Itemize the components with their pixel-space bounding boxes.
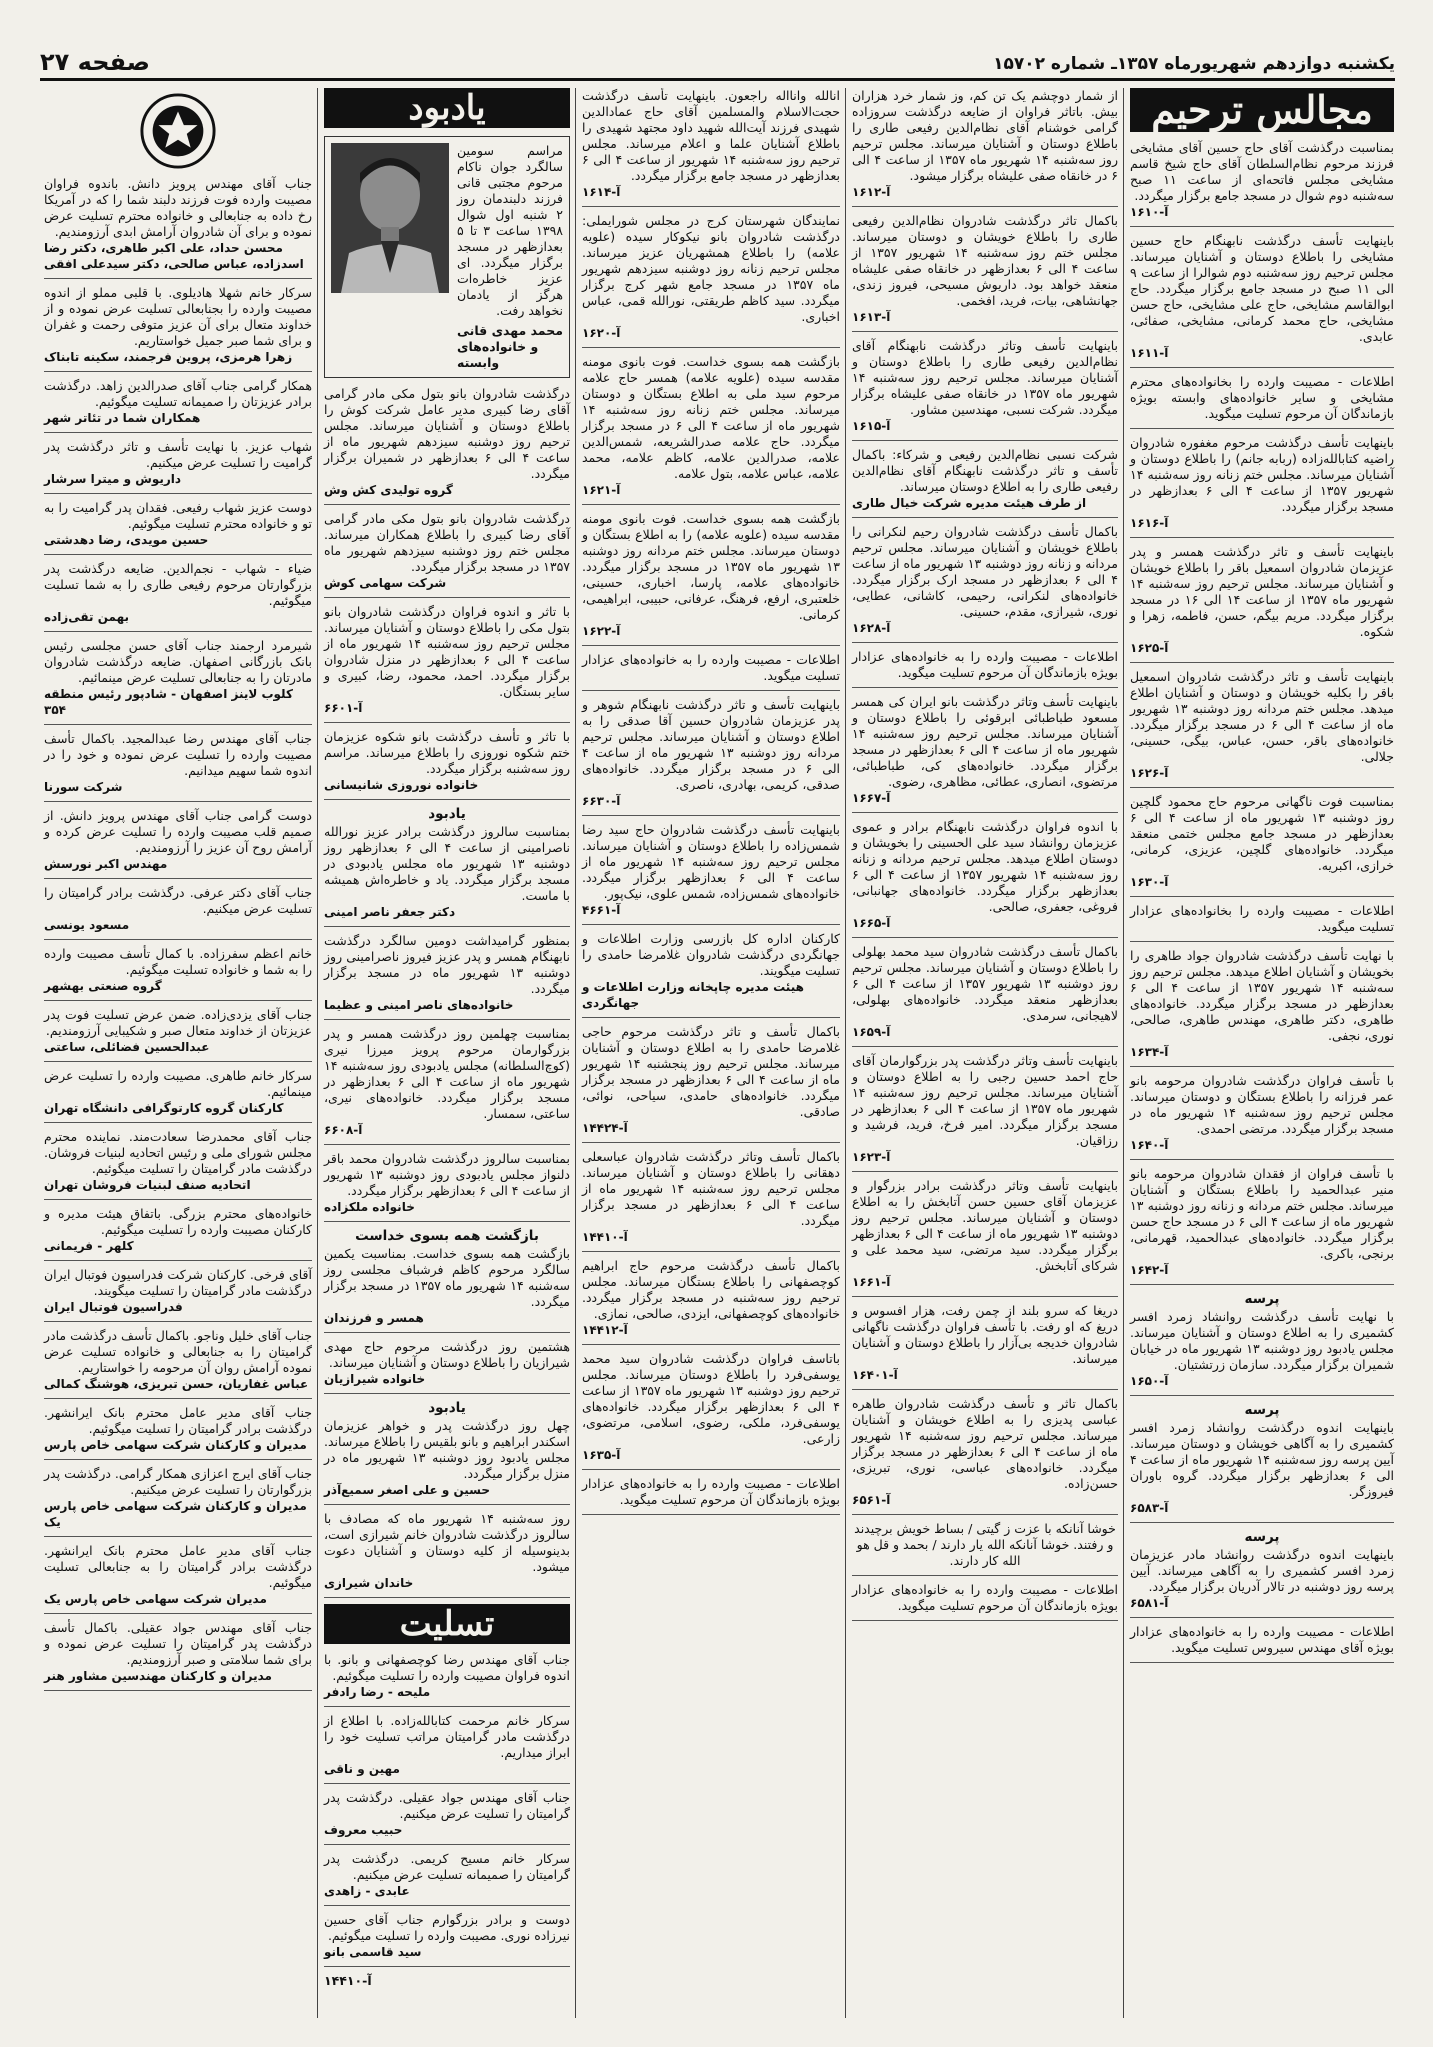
notice-signature: آ-۱۴۴۲۴ <box>582 1121 628 1135</box>
notice-text: اطلاعات - مصیبت وارده را به خانواده‌های عزادار بویژه آقای مهندس سیروس تسلیت میگوید. <box>1130 1624 1394 1655</box>
notice-text: باینهایت تأسف وتاثر درگذشت نابهنگام آقای نظام‌الدین رفیعی طاری را باطلاع دوستان و آشنایان میرساند. مجلس ترحیم روز سه‌شنبه ۱۴ شهریور ماه ۱۳۵۷ در خانقاه صفی علیشاه برگزار میگردد. شرکت نسبی، مهندسین مشاور. <box>852 338 1119 417</box>
notice <box>44 1129 312 1200</box>
notice-text: جناب آقای ایرج اعزازی همکار گرامی. درگذشت پدر بزرگوارتان را تسلیت عرض میکنیم. <box>44 1466 312 1497</box>
notice <box>1130 544 1394 663</box>
notice-signature: شرکت سورنا <box>44 780 123 794</box>
notice-text: اطلاعات - مصیبت وارده را به خانواده‌های عزادار بویژه بازماندگان آن مرحوم تسلیت میگوید. <box>852 1582 1118 1613</box>
notice <box>582 1476 840 1515</box>
notice <box>852 819 1118 938</box>
notice <box>582 88 840 207</box>
notice <box>1130 233 1394 368</box>
page-header <box>40 44 1395 81</box>
notice-text: باکمال تأسف درگذشت شادروان رحیم لنکرانی را باطلاع خویشان و آشنایان میرساند. مجلس ترحیم مردانه و زنانه روز دوشنبه ۱۳ شهریور ماه از ساعت ۴ الی ۶ بعدازظهر در مسجد ارک برگزار میگردد. خانواده‌های لنکرانی، رحیمی، کاشانی، عطایی، نوری، شیرازی، مقدم، حسینی. <box>852 524 1119 619</box>
notice-text: باینهایت تأسف درگذشت نابهنگام حاج حسین مشایخی را باطلاع دوستان و آشنایان میرساند. مجلس ترحیم روز سه‌شنبه دوم شوالرا از ساعت ۹ الی ۱۱ صبح در مسجد جامع برگزار میگردد. حاج ابوالقاسم مشایخی، حاج علی مشایخی، حاج حسن مشایخی، حاج محمد کرمانی، مشایخی، صفائی، عابدی. <box>1130 233 1394 344</box>
notice <box>324 1026 570 1145</box>
notice <box>324 933 570 1020</box>
notice <box>44 1267 312 1322</box>
notice-signature: آ-۶۵۸۱ <box>1130 1596 1169 1610</box>
notice-text: شیرمرد ارجمند جناب آقای حسن مجلسی رئیس بانک بازرگانی اصفهان. ضایعه درگذشت شادروان مادرتان را به جنابعالی تسلیت عرض مینمائیم. <box>44 638 312 685</box>
notice-signature: آ-۱۶۳۴ <box>1130 1045 1169 1059</box>
notice-text: باینهایت تأسف درگذشت شادروان حاج سید رضا شمس‌زاده را باطلاع دوستان و آشنایان میرساند. مجلس ترحیم روز سه‌شنبه ۱۴ شهریور ماه از ساعت ۴ الی ۶ بعدازظهر برگزار میگردد. خانواده‌های شمس‌زاده، شمس علوی، نیک‌پور. <box>582 822 840 901</box>
notice-signature: گروه صنعتی بهشهر <box>44 979 162 993</box>
notice <box>852 1521 1118 1576</box>
column-rule <box>317 88 318 2018</box>
notice <box>582 511 840 646</box>
notice-text: روز سه‌شنبه ۱۴ شهریور ماه که مصادف با سالروز درگذشت شادروان خانم شیرازی است، بدینوسیله از کلیه دوستان و آشنایان دعوت میشود. <box>324 1511 570 1574</box>
notice-signature: شرکت سهامی کوش <box>324 576 447 590</box>
notice <box>324 386 570 505</box>
notice-text: اطلاعات - مصیبت وارده را به خانواده‌های عزادار بویژه بازماندگان آن مرحوم تسلیت میگوید. <box>852 649 1118 680</box>
notice-signature: حبیب معروف <box>324 1823 403 1837</box>
notice-text: درگذشت شادروان بانو بتول مکی مادر گرامی آقای رضا کبیری را باطلاع همکاران میرساند. مجلس ختم روز دوشنبه سیزدهم شهریور ماه ۱۳۵۷ در مسجد برگزار میگردد. <box>324 511 570 574</box>
notice-text: اطلاعات - مصیبت وارده را بخانواده‌های عزادار تسلیت میگوید. <box>1130 903 1394 934</box>
notice <box>582 822 840 925</box>
notice <box>324 1790 570 1845</box>
notice <box>1130 903 1394 942</box>
notice <box>44 885 312 940</box>
notice-signature: آ-۱۶۴۲ <box>1130 1263 1169 1277</box>
notice-signature: زهرا هرمزی، پروین فرجمند، سکینه تابناک <box>44 350 293 364</box>
notice-text: جناب آقای دکتر عرفی. درگذشت برادر گرامیتان را تسلیت عرض میکنیم. <box>44 885 312 916</box>
notice <box>852 649 1118 688</box>
notice-signature: خانواده شیرازیان <box>324 1372 426 1386</box>
notice-signature: خانواده‌های ناصر امینی و عظیما <box>324 998 514 1012</box>
notice-text: چهل روز درگذشت پدر و خواهر عزیزمان اسکندر ابراهیم و بانو بلقیس را باطلاع میرساند. مجلس یادبود روز دوشنبه ۱۳ شهریور ماه در منزل برگزار میگردد. <box>324 1418 570 1481</box>
notice-signature: مهندس اکبر نورسش <box>44 857 168 871</box>
notice-signature: آ-۱۶۴۰ <box>1130 1138 1169 1152</box>
notice-text: باکمال تأسف و تاثر درگذشت مرحوم حاجی غلامرضا حامدی را به اطلاع دوستان و آشنایان میرساند. مجلس ترحیم روز پنجشنبه ۱۴ شهریور ماه از ساعت ۴ الی ۶ بعدازظهر در مسجد برگزار میگردد. خانواده‌های حامدی، سیاحی، نوائی، صادقی. <box>582 1024 840 1119</box>
notice <box>324 1912 570 1967</box>
memorial-services-banner: مجالس ترحیم <box>1130 88 1394 132</box>
notice <box>44 561 312 632</box>
condolence-list <box>324 1652 570 1967</box>
notice-signature: مدیران و کارکنان شرکت سهامی خاص پارس یک <box>44 1499 307 1529</box>
notice-signature: آ-۶۵۸۳ <box>1130 1501 1169 1515</box>
notice-text: باینهایت تأسف و تاثر درگذشت همسر و پدر عزیزمان شادروان اسمعیل باقر را باطلاع خویشان و آشنایان میرساند. مجلس ترحیم روز سه‌شنبه ۱۴ شهریور ماه ۱۳۵۷ از ساعت ۱۴ الی ۱۶ در مسجد برگزار میگردد. مریم بیگم، حسن، فاطمه، زهرا و شکوه. <box>1130 544 1394 639</box>
notice-text: اطلاعات - مصیبت وارده را به خانواده‌های عزادار بویژه بازماندگان آن مرحوم تسلیت میگوید. <box>582 1476 840 1507</box>
notice-text: بمنظور گرامیداشت دومین سالگرد درگذشت نابهنگام همسر و پدر عزیز فیروز ناصرامینی روز دوشنبه ۱۳ شهریور ماه در مسجد برگزار میگردد. <box>324 933 571 996</box>
notice-signature: آ-۱۶۲۳ <box>852 1150 891 1164</box>
portrait-illustration <box>331 143 449 293</box>
page-number: صفحه ۲۷ <box>40 48 150 76</box>
notice-text: جناب آقای مدیر عامل محترم بانک ایرانشهر. درگذشت برادر گرامیتان را به جنابعالی تسلیت میگوئیم. <box>44 1543 312 1590</box>
notice-text: باکمال تأسف درگذشت شادروان سید محمد بهلولی را باطلاع دوستان و آشنایان میرساند. مجلس ترحیم روز دوشنبه ۱۳ شهریور ۱۳۵۷ از ساعت ۴ الی ۶ بعدازظهر منعقد میگردد. خانواده‌های بهلولی، لاهیجانی، سرمدی. <box>852 944 1118 1023</box>
notice <box>1130 948 1394 1067</box>
notice <box>852 1053 1118 1172</box>
notice-text: جناب آقای مهندس جواد عقیلی. درگذشت پدر گرامیتان را تسلیت عرض میکنیم. <box>324 1790 570 1821</box>
notice <box>44 176 312 279</box>
notice-signature: آ-۱۶۴۰۱ <box>852 1368 898 1382</box>
notice-signature: آ-۱۶۵۰ <box>1130 1374 1169 1388</box>
notice-text: باینهایت تأسف درگذشت مرحوم مغفوره شادروان راضیه کتابالله‌زاده (ربابه جانم) را باطلاع دوستان و آشنایان میرساند. مجلس ختم زنانه روز سه‌شنبه ۱۴ شهریور ۱۳۵۷ از ساعت ۴ الی ۶ بعدازظهر در مسجد برگزار میگردد. <box>1130 435 1394 514</box>
notice <box>324 1151 570 1222</box>
notice-signature: همکاران شما در تئاتر شهر <box>44 411 201 425</box>
notice-text: جناب آقای یزدی‌زاده. ضمن عرض تسلیت فوت پدر عزیزتان از خداوند متعال صبر و شکیبایی آرزومندیم. <box>44 1007 312 1038</box>
column-1 <box>1126 88 1398 2018</box>
notice-signature: محسن حداد، علی اکبر طاهری، دکتر رضا اسدزاده، عباس صالحی، دکتر سیدعلی افقی <box>44 241 304 271</box>
notice-signature: آ-۱۶۱۰ <box>1130 205 1169 219</box>
notice <box>44 946 312 1001</box>
notice-text: باینهایت تأسف وتاثر درگذشت بانو ایران کی همسر مسعود طباطبائی ابرقوئی را باطلاع دوستان و آشنایان میرساند. مجلس ترحیم روز سه‌شنبه ۱۴ شهریور ماه از ساعت ۴ الی ۶ بعدازظهر در مسجد برگزار میگردد. خانواده‌های کی، طباطبائی، مرتضوی، انصاری، عطائی، مظاهری، رضوی. <box>852 694 1118 789</box>
notice-list <box>324 386 570 1598</box>
notice-text: با تاثر و اندوه فراوان درگذشت شادروان بانو بتول مکی را باطلاع دوستان و آشنایان میرساند. مجلس ترحیم روز سه‌شنبه ۱۴ شهریور ماه از ساعت ۴ الی ۶ بعدازظهر در منزل شادروان برگزار میگردد. احمد، محمود، رضا، کبیری و سایر بستگان. <box>324 604 570 699</box>
notice-text: جناب آقای محمدرضا سعادت‌مند. نماینده محترم مجلس شورای ملی و رئیس اتحادیه لبنیات فروشان. درگذشت مادر گرامیتان را تسلیت میگوئیم. <box>44 1129 312 1176</box>
column-rule <box>1123 88 1124 2018</box>
notice-signature: اتحادیه صنف لبنیات فروشان تهران <box>44 1178 251 1192</box>
notice <box>44 1466 312 1537</box>
notice <box>852 524 1118 643</box>
notice-signature: آ-۱۶۲۶ <box>1130 766 1169 780</box>
notice-text: بمناسبت چهلمین روز درگذشت همسر و پدر بزرگوارمان مرحوم پرویز میرزا نیری (کوچ‌السلطانه) مجلس یادبودی روز سه‌شنبه ۱۴ شهریور ماه از ساعت ۴ الی ۶ بعدازظهر در مسجد برگزار میگردد. خانواده‌های نیری، ساعتی، سمسار. <box>324 1026 570 1121</box>
notice-text: نمایندگان شهرستان کرج در مجلس شورایملی: درگذشت شادروان بانو نیکوکار سیده (علویه علامه) را باطلاع همشهریان عزیز میرساند. مجلس ترحیم زنانه روز دوشنبه سیزدهم شهریور ماه ۱۳۵۷ در مسجد جامع شهر کرج برگزار میگردد. سید کاظم طریقتی، نورالله قمی، عباس اخباری. <box>582 213 841 324</box>
notice <box>324 511 570 598</box>
footer-reference: آ-۱۴۴۱۰ <box>324 1973 372 1988</box>
notice-signature: آ-۶۶۰۱ <box>324 701 363 715</box>
notice <box>324 1652 570 1707</box>
notice-signature: آ-۱۶۱۲ <box>852 185 891 199</box>
notice-text: جناب آقای مهندس پرویز دانش. باندوه فراوان مصیبت وارده فوت فرزند دلبند شما را که در آمریکا رخ داده به جنابعالی و خانواده محترم تسلیت عرض نموده و برای آن شادروان آرامش ابدی آرزومندیم. <box>44 176 312 239</box>
notice <box>324 1228 570 1333</box>
notice <box>44 1328 312 1399</box>
notice-list <box>44 176 312 1691</box>
notice-text: باینهایت تأسف و تاثر درگذشت نابهنگام شوهر و پدر عزیزمان شادروان حسین آقا صدقی را به اطلاع دوستان و آشنایان میرساند. مجلس ترحیم مردانه روز دوشنبه ۱۳ شهریور ماه از ساعت ۴ الی ۶ در مسجد برگزار میگردد. خانواده‌های صدقی، کریمی، بهادری، ناصری. <box>582 697 840 792</box>
notice-signature: آ-۱۶۳۵ <box>582 1448 621 1462</box>
notice-signature: سید قاسمی بانو <box>324 1945 422 1959</box>
notice-signature: آ-۱۶۶۷ <box>852 791 891 805</box>
notice <box>852 88 1118 207</box>
photo-notice-body <box>457 143 563 371</box>
column-3 <box>578 88 844 2018</box>
notice-heading: بازگشت همه بسوی خداست <box>355 1228 539 1244</box>
notice-signature: حسین و علی اصغر سمیع‌آذر <box>324 1483 491 1497</box>
notice <box>324 729 570 800</box>
notice <box>44 1007 312 1062</box>
notice-signature: آ-۱۶۳۰ <box>1130 875 1169 889</box>
notice-text: شرکت نسبی نظام‌الدین رفیعی و شرکاء: باکمال تأسف و تاثر درگذشت نابهنگام آقای نظام‌الدین رفیعی طاری را به اطلاع دوستان میرساند. <box>852 447 1118 494</box>
notice-signature: آ-۱۶۱۴ <box>582 185 621 199</box>
notice-text: دریغا که سرو بلند از چمن رفت، هزار افسوس و دریغ که او رفت. با تأسف فراوان درگذشت ناگهانی شادروان خدیجه بی‌آزار را باطلاع دوستان و آشنایان میرساند. <box>852 1303 1118 1366</box>
notice-text: با تاثر و تأسف درگذشت بانو شکوه عزیزمان ختم شکوه نوروزی را باطلاع میرساند. مراسم روز سه‌شنبه برگزار میگردد. <box>324 729 570 776</box>
notice-text: سرکار خانم طاهری. مصیبت وارده را تسلیت عرض مینمائیم. <box>44 1068 312 1099</box>
column-4 <box>320 88 574 2018</box>
notice-text: بمناسبت درگذشت آقای حاج حسین آقای مشایخی فرزند مرحوم نظام‌السلطان آقای حاج شیخ قاسم مشایخی مجلس فاتحه‌ای از ساعت ۱۱ صبح سه‌شنبه دوم شوال در مسجد جامع برگزار میگردد. <box>1130 140 1394 203</box>
photo-notice-signature: محمد مهدی قانی و خانواده‌های وابسته <box>457 323 563 370</box>
notice-text: باینهایت اندوه درگذشت روانشاد زمرد افسر کشمیری را به آگاهی خویشان و دوستان میرساند. آیین پرسه روز سه‌شنبه ۱۴ شهریور ماه از ساعت ۴ الی ۶ بعدازظهر برگزار میگردد. گروه باوران فیروزگر. <box>1130 1420 1394 1499</box>
notice-text: سرکار خانم مسیح کریمی. درگذشت پدر گرامیتان را صمیمانه تسلیت عرض میکنیم. <box>324 1851 570 1882</box>
notice-signature: از طرف هیئت مدیره شرکت خیال طاری <box>852 496 1087 510</box>
notice-signature: مهین و ناقی <box>324 1762 400 1776</box>
notice <box>582 1024 840 1143</box>
notice-signature: آ-۱۶۱۳ <box>852 310 891 324</box>
notice <box>44 1068 312 1123</box>
notice-signature: هیئت مدیره چاپخانه وزارت اطلاعات و جهانگردی <box>582 980 804 1010</box>
notice-text: با نهایت تأسف درگذشت روانشاد زمرد افسر کشمیری را به اطلاع دوستان و آشنایان میرساند. مجلس یادبود روز دوشنبه ۱۳ شهریور ماه در خیابان شمیران برگزار میگردد. سازمان زرتشتیان. <box>1130 1309 1394 1372</box>
notice-text: باتاسف فراوان درگذشت شادروان سید محمد یوسفی‌فرد را باطلاع دوستان میرساند. مجلس ترحیم روز دوشنبه ۱۳ شهریور ماه ۱۳۵۷ از ساعت ۴ الی ۶ بعدازظهر برگزار میگردد. خانواده‌های یوسفی‌فرد، ملکی، رضوی، اسلامی، مرتضوی، زارعی. <box>582 1351 840 1446</box>
notice <box>44 378 312 433</box>
column-rule <box>575 88 576 2018</box>
notice-signature: آ-۱۶۱۱ <box>1130 346 1169 360</box>
issue-date-line: یکشنبه دوازدهم شهریورماه ۱۳۵۷ـ شماره ۱۵۷۰۲ <box>993 54 1395 74</box>
notice <box>44 1405 312 1460</box>
notice <box>852 944 1118 1047</box>
notice-signature: مسعود یونسی <box>44 918 130 932</box>
memorial-banner: یادبود <box>324 88 570 128</box>
notice-heading: پرسه <box>1244 1402 1280 1418</box>
notice-text: باینهایت تأسف و تاثر درگذشت شادروان اسمعیل باقر را بکلیه خویشان و دوستان و آشنایان اطلاع میدهد. مجلس ختم مردانه روز دوشنبه ۱۳ شهریور ماه از ساعت ۴ الی ۶ در مسجد برگزار میگردد. خانواده‌های باقر، حسن، عباس، بیگی، حسینی، جلالی. <box>1130 669 1394 764</box>
notice <box>44 808 312 879</box>
notice-signature: آ-۶۵۶۱ <box>852 1493 891 1507</box>
column-5 <box>40 88 316 2018</box>
notice-signature: فدراسیون فوتبال ایران <box>44 1300 183 1314</box>
notice-text: بازگشت همه بسوی خداست. فوت بانوی مومنه مقدسه سیده (علویه علامه) را به اطلاع بستگان و دوستان میرساند. مجلس ختم مردانه روز دوشنبه ۱۳ شهریور ماه ۱۳۵۷ در مسجد برگزار میگردد. خانواده‌های علامه، پارسا، اخباری، حسینی، خلعتبری، ارفع، فرهنگ، عرفانی، حبیبی، ابراهیمی، کرمانی. <box>582 511 840 622</box>
notice <box>1130 1529 1394 1618</box>
notice-text: بازگشت همه بسوی خداست. فوت بانوی مومنه مقدسه سیده (علویه علامه) همسر حاج علامه مرحوم سید ملی به اطلاع بستگان و دوستان میرساند. مجلس ختم زنانه روز سه‌شنبه ۱۴ شهریور ماه از ساعت ۴ الی ۶ در مسجد برگزار میگردد. حاج علامه صدرالشریعه، شمس‌الدین علامه، صدرالدین علامه، کاظم علامه، محمد علامه، عباس علامه، بتول علامه. <box>582 354 840 481</box>
notice-signature: آ-۶۶۰۸ <box>324 1123 363 1137</box>
notice-text: خانواده‌های محترم بزرگی. باتفاق هیئت مدیره و کارکنان مصیبت وارده را تسلیت میگوئیم. <box>44 1206 312 1237</box>
notice <box>852 447 1118 518</box>
notice <box>44 439 312 494</box>
notice <box>324 1851 570 1906</box>
notice-signature: آ-۴۶۶۱ <box>582 903 621 917</box>
notice-signature: عبدالحسین فضائلی، ساعتی <box>44 1040 210 1054</box>
notice-text: با اندوه فراوان درگذشت نابهنگام برادر و عموی عزیزمان روانشاد سید علی الحسینی را بخویشان و دوستان اطلاع میدهد. مجلس ترحیم مردانه و زنانه روز سه‌شنبه ۱۴ شهریور ۱۳۵۷ از ساعت ۴ الی ۶ بعدازظهر برگزار میگردد. خانواده‌های جهانبانی، فروغی، جعفری، صالحی. <box>852 819 1118 914</box>
notice-signature: عابدی - زاهدی <box>324 1884 410 1898</box>
notice-signature: کلوب لاینز اصفهان - شادپور رئیس منطقه ۳۵۴ <box>44 687 293 717</box>
notice-text: اطلاعات - مصیبت وارده را به خانواده‌های عزادار تسلیت میگوید. <box>582 652 840 683</box>
notice-text: جناب آقای مهندس رضا کوچصفهانی و بانو. با اندوه فراوان مصیبت وارده را تسلیت میگوئیم. <box>324 1652 570 1683</box>
notice <box>324 806 570 927</box>
notice-text: با تأسف فراوان درگذشت شادروان مرحومه بانو عمر فرزانه را باطلاع بستگان و دوستان میرساند. مجلس ترحیم روز سه‌شنبه ۱۴ شهریور ماه در مسجد برگزار میگردد. مرتضی احمدی. <box>1130 1073 1394 1136</box>
notice <box>44 1206 312 1261</box>
notice <box>1130 1402 1394 1523</box>
notice-text: بمناسبت سالروز درگذشت شادروان محمد باقر دلنواز مجلس یادبودی روز دوشنبه ۱۳ شهریور از ساعت ۴ الی ۶ بعدازظهر برگزار میگردد. <box>324 1151 570 1198</box>
notice-text: آقای فرخی. کارکنان شرکت فدراسیون فوتبال ایران درگذشت مادر گرامیتان را تسلیت میگویند. <box>44 1267 312 1298</box>
notice-signature: آ-۱۶۲۸ <box>852 621 891 635</box>
notice <box>582 931 840 1018</box>
notice-text: سرکار خانم شهلا هادیلوی. با قلبی مملو از اندوه مصیبت وارده را بجنابعالی تسلیت عرض نموده و از خداوند متعال برای آن عزیز متوفی رحمت و غفران و برای شما صبر جمیل خواستاریم. <box>44 285 312 348</box>
notice-signature: آ-۶۶۳۰ <box>582 794 621 808</box>
notice <box>44 1543 312 1614</box>
notice-text: بمناسبت فوت ناگهانی مرحوم حاج محمود گلچین روز دوشنبه ۱۳ شهریور ماه از ساعت ۴ الی ۶ بعدازظهر در مسجد جامع مجلس ختمی منعقد میگردد. خانواده‌های گلچین، عزیزی، کرمانی، خرازی، اکبریه. <box>1130 794 1394 873</box>
notice-text: بازگشت همه بسوی خداست. بمناسبت یکمین سالگرد مرحوم کاظم فرشباف مجلسی روز سه‌شنبه ۱۴ شهریور ماه ۱۳۵۷ در مسجد برگزار میگردد. <box>324 1246 570 1309</box>
notice <box>1130 669 1394 788</box>
notice-signature: حسین مویدی، رضا دهدشتی <box>44 533 209 547</box>
notice-list <box>852 88 1118 1621</box>
notice <box>1130 374 1394 429</box>
notice-signature: ملیحه - رضا رادفر <box>324 1685 431 1699</box>
notice-text: از شمار دوچشم یک تن کم، وز شمار خرد هزاران بیش. باتاثر فراوان از ضایعه درگذشت سروزاده گرامی خوشنام آقای نظام‌الدین رفیعی طاری را باطلاع دوستان و آشنایان میرساند. مجلس ترحیم روز سه‌شنبه ۱۴ شهریور ماه ۱۳۵۷ از ساعت ۴ الی ۶ در خانقاه صفی علیشاه برگزار میشود. <box>852 88 1118 183</box>
notice-signature: آ-۱۶۲۰ <box>582 326 621 340</box>
notice-signature: مدیران و کارکنان مهندسین مشاور هنر <box>44 1669 272 1683</box>
notice <box>1130 140 1394 227</box>
memorial-photo-notice <box>324 136 570 378</box>
notice-text: اطلاعات - مصیبت وارده را بخانواده‌های محترم مشایخی و سایر خانواده‌های وابسته بویژه بازماندگان آن مرحوم تسلیت میگوید. <box>1130 374 1394 421</box>
notice-text: جناب آقای مهندس رضا عبدالمجید. باکمال تأسف مصیبت وارده را تسلیت عرض نموده و خود را در اندوه شما سهیم میدانیم. <box>44 731 312 778</box>
notice-text: ضیاء - شهاب - نجم‌الدین. ضایعه درگذشت پدر بزرگوارتان مرحوم رفیعی طاری را به شما تسلیت میگوئیم. <box>44 561 312 608</box>
notice-text: باینهایت اندوه درگذشت روانشاد مادر عزیزمان زمرد افسر کشمیری را به آگاهی میرساند. آیین پرسه روز دوشنبه در تالار آدریان برگزار میگردد. <box>1130 1547 1394 1594</box>
notice-signature: آ-۱۶۶۵ <box>852 916 891 930</box>
notice-text: انالله وانااله راجعون. باینهایت تأسف درگذشت حجت‌الاسلام والمسلمین آقای حاج عمادالدین شهیدی فرزند آیت‌الله شهید داود مجتهد شهیدی را باطلاع آشنایان علما و اعلام میرساند. مجلس ترحیم روز سه‌شنبه ۱۴ شهریور از ساعت ۴ الی ۶ بعدازظهر در مسجد جامع برگزار میگردد. <box>582 88 840 183</box>
notice <box>324 1400 570 1505</box>
notice-signature: بهمن تقی‌زاده <box>44 610 129 624</box>
notice-text: با نهایت تأسف درگذشت شادروان جواد طاهری را بخویشان و آشنایان اطلاع میدهد. مجلس ترحیم روز سه‌شنبه ۱۴ شهریور ۱۳۵۷ از ساعت ۴ الی ۶ بعدازظهر در مسجد برگزار میگردد. خانواده‌های طاهری، دکتر طاهری، مهندس طاهری، صالحی، نوری، نجفی. <box>1130 948 1394 1043</box>
notice <box>582 1258 840 1345</box>
notice <box>852 213 1118 332</box>
notice <box>44 1620 312 1691</box>
notice-heading: پرسه <box>1244 1529 1280 1545</box>
photo-notice-text: مراسم سومین سالگرد جوان ناکام مرحوم مجتبی قانی فرزند دلبندمان روز ۲ شنبه اول شوال ۱۳۹۸ ساعت ۳ تا ۵ بعدازظهر در مسجد برگزار میگردد. ای عزیز خاطره‌ات هرگز از یادمان نخواهد رفت. <box>457 143 563 318</box>
notice <box>852 1303 1118 1390</box>
column-2 <box>848 88 1122 2018</box>
notice-signature: مدیران شرکت سهامی خاص پارس یک <box>44 1592 267 1606</box>
notice-signature: آ-۱۶۶۱ <box>852 1275 891 1289</box>
notice-text: دوست و برادر بزرگوارم جناب آقای حسین نیرزاده نوری. مصیبت وارده را تسلیت میگوئیم. <box>324 1912 570 1943</box>
notice <box>324 1713 570 1784</box>
notice <box>44 500 312 555</box>
notice-signature: کلهر - فریمانی <box>44 1239 134 1253</box>
notice-signature: آ-۱۴۴۱۲ <box>582 1323 628 1337</box>
notice-text: درگذشت شادروان بانو بتول مکی مادر گرامی آقای رضا کبیری مدیر عامل شرکت کوش را باطلاع دوستان و آشنایان میرساند. مجلس ترحیم روز دوشنبه سیزدهم شهریور ماه از ساعت ۴ الی ۶ بعدازظهر در شمیران برگزار میگردد. <box>324 386 570 481</box>
notice-list <box>1130 140 1394 1663</box>
notice <box>582 354 840 505</box>
notice-signature: کارکنان گروه کارتوگرافی دانشگاه تهران <box>44 1101 284 1115</box>
notice-list <box>582 88 840 1515</box>
lions-club-emblem-icon <box>139 92 217 170</box>
notice-signature: آ-۱۶۱۵ <box>852 419 891 433</box>
notice <box>852 1396 1118 1515</box>
notice-text: جناب آقای مدیر عامل محترم بانک ایرانشهر. درگذشت برادر گرامیتان را تسلیت میگوئیم. <box>44 1405 312 1436</box>
notice-text: شهاب عزیز. با نهایت تأسف و تاثر درگذشت پدر گرامیت را تسلیت عرض میکنیم. <box>44 439 312 470</box>
notice <box>324 604 570 723</box>
notice-signature: دکتر جعفر ناصر امینی <box>324 905 456 919</box>
notice-text: باکمال تاثر درگذشت شادروان نظام‌الدین رفیعی طاری را باطلاع خویشان و دوستان میرساند. مجلس ختم روز سه‌شنبه ۱۴ شهریور ۱۳۵۷ از ساعت ۴ الی ۶ بعدازظهر در خانقاه صفی علیشاه منعقد خواهد بود. داریوش مسیحی، فیروز زندی، جهانشاهی، بیات، فرید، افخمی. <box>852 213 1118 308</box>
notice <box>324 1511 570 1598</box>
notice <box>582 1351 840 1470</box>
column-rule <box>845 88 846 2018</box>
notice-heading: یادبود <box>428 806 466 822</box>
notice-signature: آ-۱۶۲۱ <box>582 483 621 497</box>
notice-text: دوست عزیز شهاب رفیعی. فقدان پدر گرامیت را به تو و خانواده محترم تسلیت میگوئیم. <box>44 500 312 531</box>
notice <box>582 1149 840 1252</box>
notice <box>1130 1166 1394 1285</box>
notice-signature: آ-۱۴۴۱۰ <box>582 1230 628 1244</box>
notice-text: هشتمین روز درگذشت مرحوم حاج مهدی شیرازیان را باطلاع دوستان و آشنایان میرساند. <box>324 1339 570 1370</box>
notice-signature: مدیران و کارکنان شرکت سهامی خاص پارس <box>44 1438 307 1452</box>
notice <box>852 1582 1118 1621</box>
notice <box>1130 1624 1394 1663</box>
notice <box>44 285 312 372</box>
notice-signature: خاندان شیرازی <box>324 1576 414 1590</box>
notice <box>44 731 312 802</box>
notice <box>852 694 1118 813</box>
notice <box>44 638 312 725</box>
notice-text: باینهایت تأسف وتاثر درگذشت پدر بزرگوارمان آقای حاج احمد حسین رجبی را به اطلاع دوستان و آشنایان میرساند. مجلس ترحیم روز سه‌شنبه ۱۴ شهریور ماه ۱۳۵۷ از ساعت ۴ الی ۶ بعدازظهر در مسجد برگزار میگردد. امیر فرخ، فرید، فرشید و رزاقیان. <box>852 1053 1118 1148</box>
notice <box>324 1339 570 1394</box>
notice-text: باکمال تاثر و تأسف درگذشت شادروان طاهره عباسی پدیزی را به اطلاع خویشان و آشنایان میرساند. مجلس ترحیم روز سه‌شنبه ۱۴ شهریور ماه از ساعت ۴ الی ۶ بعدازظهر در مسجد برگزار میگردد. خانواده‌های عباسی، نوری، تبریزی، حسن‌زاده. <box>852 1396 1118 1491</box>
notice <box>1130 794 1394 897</box>
notice-text: بمناسبت سالروز درگذشت برادر عزیز نورالله ناصرامینی از ساعت ۴ الی ۶ بعدازظهر روز دوشنبه ۱۳ شهریور ماه مجلس یادبودی در مسجد برگزار میگردد. یاد و خاطره‌اش همیشه با ماست. <box>324 824 571 903</box>
notice-signature: آ-۱۶۵۹ <box>852 1025 891 1039</box>
notice <box>852 1178 1118 1297</box>
notice-text: همکار گرامی جناب آقای صدرالدین زاهد. درگذشت برادر عزیزتان را صمیمانه تسلیت میگوئیم. <box>44 378 312 409</box>
notice-text: سرکار خانم مرحمت کتابالله‌زاده. با اطلاع از درگذشت مادر گرامیتان مراتب تسلیت خود را ابراز میداریم. <box>324 1713 570 1760</box>
notice-text: جناب آقای خلیل وناجو. باکمال تأسف درگذشت مادر گرامیتان را به جنابعالی و خانواده تسلیت عرض نموده آرامش روان آن مرحومه را خواستاریم. <box>44 1328 312 1375</box>
notice-heading: یادبود <box>428 1400 466 1416</box>
notice <box>1130 1291 1394 1396</box>
notice-signature: آ-۱۶۲۲ <box>582 624 621 638</box>
notice <box>1130 435 1394 538</box>
notice-text: خانم اعظم سفرزاده. با کمال تأسف مصیبت وارده را به شما و خانواده تسلیت میگوئیم. <box>44 946 312 977</box>
notice-signature: داریوش و میترا سرشار <box>44 472 182 486</box>
notice-signature: گروه تولیدی کش وش <box>324 483 453 497</box>
notice-text: باینهایت تأسف وتاثر درگذشت برادر بزرگوار و عزیزمان آقای حسین حسن آتابخش را به اطلاع دوستان و آشنایان میرساند. مجلس ترحیم روز دوشنبه ۱۳ شهریور ماه از ساعت ۴ الی ۶ بعدازظهر برگزار میگردد. سید مرتضی، سید محمد علی و شرکای آتابخش. <box>852 1178 1118 1273</box>
notice-text: کارکنان اداره کل بازرسی وزارت اطلاعات و جهانگردی درگذشت شادروان غلامرضا حامدی را تسلیت میگویند. <box>582 931 840 978</box>
notice-text: با تأسف فراوان از فقدان شادروان مرحومه بانو منیر عبدالحمید را باطلاع بستگان و آشنایان میرساند. مجلس ختم مردانه و زنانه روز دوشنبه ۱۳ شهریور ماه از ساعت ۴ الی ۶ در مسجد حاج حسن برگزار میگردد. خانواده‌های عبدالحمید، قهرمانی، برنجی، باکری. <box>1130 1166 1394 1261</box>
notice <box>582 213 840 348</box>
notice-heading: پرسه <box>1244 1291 1280 1307</box>
notice-text: جناب آقای مهندس جواد عقیلی. باکمال تأسف درگذشت پدر گرامیتان را تسلیت عرض نموده و برای شما سلامتی و صبر آرزومندیم. <box>44 1620 312 1667</box>
notice <box>582 652 840 691</box>
notice-text: خوشا آنانکه با عزت ز گیتی / بساط خویش برچیدند و رفتند. خوشا آنانکه الله یار دارند / بحمد و قل هو الله کار دارند. <box>854 1521 1116 1568</box>
notice-signature: عباس غفاریان، حسن تبریزی، هوشنگ کمالی <box>44 1377 309 1391</box>
notice-text: دوست گرامی جناب آقای مهندس پرویز دانش. از صمیم قلب مصیبت وارده را تسلیت عرض کرده و آرامش روح آن عزیز را آرزومندیم. <box>44 808 312 855</box>
condolence-banner: تسلیت <box>324 1604 570 1644</box>
notice <box>852 338 1118 441</box>
notice-signature: همسر و فرزندان <box>324 1311 424 1325</box>
portrait-photo <box>331 143 449 293</box>
notice-signature: آ-۱۶۱۶ <box>1130 516 1169 530</box>
notice-text: باکمال تأسف وتاثر درگذشت شادروان عباسعلی دهقانی را باطلاع دوستان و آشنایان میرساند. مجلس ترحیم روز سه‌شنبه ۱۴ شهریور ماه از ساعت ۴ الی ۶ بعدازظهر در مسجد برگزار میگردد. <box>582 1149 840 1228</box>
notice <box>582 697 840 816</box>
notice-text: باکمال تأسف درگذشت مرحوم حاج ابراهیم کوچصفهانی را باطلاع بستگان میرساند. مجلس ترحیم روز سه‌شنبه در مسجد برگزار میگردد. خانواده‌های کوچصفهانی، ایزدی، صالحی، نمازی. <box>582 1258 840 1321</box>
notice-signature: خانواده نوروزی شانیسانی <box>324 778 479 792</box>
notice <box>1130 1073 1394 1160</box>
notice-signature: آ-۱۶۲۵ <box>1130 641 1169 655</box>
notice-signature: خانواده ملکزاده <box>324 1200 415 1214</box>
